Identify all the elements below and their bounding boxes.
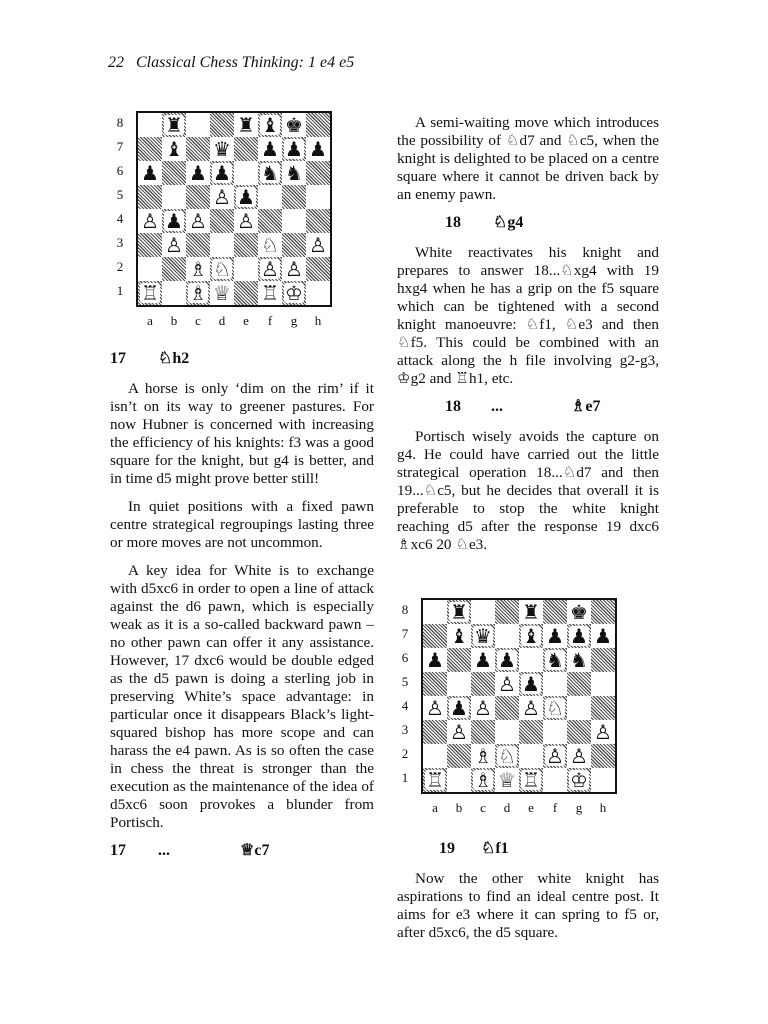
chess-piece: ♙ [546, 744, 564, 768]
chessboard [421, 598, 617, 794]
board-square [495, 648, 519, 672]
board-square [519, 600, 543, 624]
file-label: g [575, 800, 583, 815]
move-number: 17 [110, 350, 126, 367]
board-square [543, 672, 567, 696]
chess-piece: ♙ [498, 672, 516, 696]
board-square [306, 113, 330, 137]
board-square [162, 185, 186, 209]
page-number: 22 [108, 54, 124, 71]
board-square [423, 648, 447, 672]
chess-piece: ♙ [426, 696, 444, 720]
chess-diagram-1 [114, 111, 354, 331]
board-square [495, 600, 519, 624]
board-square [186, 161, 210, 185]
board-square [423, 624, 447, 648]
rank-label: 2 [401, 746, 409, 761]
board-square [138, 257, 162, 281]
rank-label: 6 [401, 650, 409, 665]
board-square [567, 600, 591, 624]
board-square [234, 209, 258, 233]
board-square [591, 696, 615, 720]
chess-piece: ♚ [570, 600, 588, 624]
running-header [108, 54, 354, 72]
rank-label: 3 [401, 722, 409, 737]
file-label: b [170, 313, 178, 328]
paragraph: A key idea for White is to exchange with d5xc6 in order to open a line of attack against the d6 pawn, which is especially weak as it is a so-called backward pawn – no other pawn can offer it any assistance. However, 17 dxc6 would be double edged as the d5 pawn is doing a sterling job in preserving White’s space advantage: in particular once it disappears Black’s light-squared bishop has more scope and can harass the e4 pawn. As is so often the case in chess the threat is stronger than the execution as the maintenance of the idea of d5xc6 soon provokes a blunder from Portisch. [110, 562, 374, 831]
board-square [138, 185, 162, 209]
rank-label: 8 [116, 115, 124, 130]
chess-piece: ♛ [474, 624, 492, 648]
chess-piece: ♗ [189, 281, 207, 305]
chess-piece: ♖ [426, 768, 444, 792]
board-square [423, 768, 447, 792]
move-heading [110, 842, 374, 860]
board-square [258, 161, 282, 185]
board-square [210, 137, 234, 161]
board-square [471, 744, 495, 768]
board-square [210, 209, 234, 233]
chess-diagram-2 [399, 598, 639, 818]
board-square [423, 720, 447, 744]
board-square [186, 113, 210, 137]
board-square [591, 648, 615, 672]
chess-piece: ♟ [546, 624, 564, 648]
board-square [543, 720, 567, 744]
board-square [471, 768, 495, 792]
chess-piece: ♘ [213, 257, 231, 281]
chess-piece: ♙ [570, 744, 588, 768]
file-label: g [290, 313, 298, 328]
board-square [138, 281, 162, 305]
paragraph: A horse is only ‘dim on the rim’ if it isn’t on its way to greener pastures. For now Hubner is concerned with increasing the efficiency of his knights: f3 was a good square for the knight, but g4 is better, and in time d5 might prove better still! [110, 380, 374, 487]
board-square [567, 624, 591, 648]
rank-label: 2 [116, 259, 124, 274]
board-square [186, 281, 210, 305]
right-column [397, 114, 659, 564]
chess-piece: ♙ [213, 185, 231, 209]
board-square [495, 744, 519, 768]
chess-piece: ♞ [285, 161, 303, 185]
chess-piece: ♔ [285, 281, 303, 305]
board-square [210, 257, 234, 281]
move-dots: ... [158, 842, 170, 859]
file-label: a [432, 800, 438, 815]
chess-piece: ♙ [594, 720, 612, 744]
board-square [234, 185, 258, 209]
book-title: Classical Chess Thinking: 1 e4 e5 [136, 54, 355, 71]
board-square [210, 233, 234, 257]
move-heading [397, 840, 659, 858]
board-square [258, 185, 282, 209]
chess-piece: ♗ [474, 744, 492, 768]
board-square [258, 209, 282, 233]
chess-piece: ♟ [450, 696, 468, 720]
board-square [162, 113, 186, 137]
chess-piece: ♙ [474, 696, 492, 720]
board-square [306, 257, 330, 281]
chess-piece: ♙ [189, 209, 207, 233]
chess-piece: ♙ [237, 209, 255, 233]
rank-label: 7 [116, 139, 124, 154]
chess-piece: ♞ [261, 161, 279, 185]
rank-label: 1 [116, 283, 124, 298]
move-heading [397, 214, 659, 232]
board-square [282, 185, 306, 209]
move-number: 19 [439, 840, 455, 857]
chess-piece: ♝ [261, 113, 279, 137]
board-square [162, 233, 186, 257]
board-square [447, 744, 471, 768]
move-san: ♕c7 [240, 842, 270, 859]
file-labels [138, 313, 330, 329]
board-square [567, 720, 591, 744]
board-square [591, 600, 615, 624]
board-square [519, 672, 543, 696]
board-square [567, 672, 591, 696]
board-square [138, 113, 162, 137]
board-square [186, 137, 210, 161]
board-square [162, 281, 186, 305]
chess-piece: ♝ [450, 624, 468, 648]
chess-piece: ♙ [522, 696, 540, 720]
chess-piece: ♙ [285, 257, 303, 281]
board-square [471, 720, 495, 744]
board-square [186, 185, 210, 209]
move-dots: ... [491, 398, 503, 415]
move-number: 17 [110, 842, 126, 859]
paragraph: Now the other white knight has aspirations to find an ideal centre post. It aims for e3 where it can spring to f5 or, after d5xc6, the d5 square. [397, 870, 659, 941]
file-label: h [599, 800, 607, 815]
board-square [138, 233, 162, 257]
board-square [471, 600, 495, 624]
board-square [234, 257, 258, 281]
board-square [162, 137, 186, 161]
chess-piece: ♝ [165, 137, 183, 161]
file-label: d [503, 800, 511, 815]
board-square [282, 161, 306, 185]
board-square [423, 600, 447, 624]
chessboard [136, 111, 332, 307]
chess-piece: ♟ [309, 137, 327, 161]
board-square [282, 257, 306, 281]
board-square [471, 624, 495, 648]
board-square [447, 624, 471, 648]
board-square [162, 257, 186, 281]
board-square [306, 209, 330, 233]
board-square [282, 137, 306, 161]
chess-piece: ♟ [285, 137, 303, 161]
board-square [162, 161, 186, 185]
board-square [591, 768, 615, 792]
move-heading [397, 398, 659, 416]
rank-label: 5 [116, 187, 124, 202]
board-square [543, 648, 567, 672]
board-square [234, 113, 258, 137]
board-square [591, 720, 615, 744]
file-label: a [147, 313, 153, 328]
chess-piece: ♟ [498, 648, 516, 672]
rank-label: 4 [401, 698, 409, 713]
file-label: e [528, 800, 534, 815]
chess-piece: ♘ [546, 696, 564, 720]
file-label: d [218, 313, 226, 328]
chess-piece: ♟ [522, 672, 540, 696]
board-square [591, 672, 615, 696]
board-square [138, 161, 162, 185]
chess-piece: ♘ [498, 744, 516, 768]
board-square [447, 672, 471, 696]
chess-piece: ♔ [570, 768, 588, 792]
board-square [519, 696, 543, 720]
board-square [543, 600, 567, 624]
chess-piece: ♟ [165, 209, 183, 233]
board-square [282, 281, 306, 305]
board-square [519, 648, 543, 672]
chess-piece: ♕ [213, 281, 231, 305]
board-square [282, 233, 306, 257]
file-label: f [267, 313, 273, 328]
board-square [306, 161, 330, 185]
chess-piece: ♙ [141, 209, 159, 233]
paragraph: Portisch wisely avoids the capture on g4. He could have carried out the little strategical operation 18...♘d7 and then 19...♘c5, but he decides that overall it is preferable to stop the white knight reaching d5 after the response 19 dxc6 ♗xc6 20 ♘e3. [397, 428, 659, 553]
board-square [543, 696, 567, 720]
chess-piece: ♛ [213, 137, 231, 161]
board-square [447, 648, 471, 672]
file-label: b [455, 800, 463, 815]
move-san: ♘g4 [493, 214, 524, 231]
board-square [258, 233, 282, 257]
board-square [186, 257, 210, 281]
left-column [110, 350, 374, 872]
board-square [138, 137, 162, 161]
rank-label: 7 [401, 626, 409, 641]
chess-piece: ♜ [237, 113, 255, 137]
board-square [495, 720, 519, 744]
board-square [234, 137, 258, 161]
chess-piece: ♖ [522, 768, 540, 792]
board-square [471, 696, 495, 720]
board-square [306, 281, 330, 305]
move-number: 18 [445, 398, 461, 415]
board-square [447, 768, 471, 792]
board-square [423, 744, 447, 768]
rank-label: 1 [401, 770, 409, 785]
board-square [138, 209, 162, 233]
chess-piece: ♝ [522, 624, 540, 648]
board-square [519, 720, 543, 744]
chess-piece: ♟ [141, 161, 159, 185]
right-column-lower [397, 836, 659, 952]
move-san: ♗e7 [571, 398, 601, 415]
board-square [423, 696, 447, 720]
rank-label: 5 [401, 674, 409, 689]
chess-piece: ♞ [570, 648, 588, 672]
board-square [210, 281, 234, 305]
board-square [591, 744, 615, 768]
board-square [423, 672, 447, 696]
board-square [471, 648, 495, 672]
chess-piece: ♙ [261, 257, 279, 281]
chess-piece: ♕ [498, 768, 516, 792]
chess-piece: ♜ [165, 113, 183, 137]
board-square [543, 768, 567, 792]
chess-piece: ♟ [237, 185, 255, 209]
board-square [495, 672, 519, 696]
board-square [282, 209, 306, 233]
board-square [447, 696, 471, 720]
board-square [210, 113, 234, 137]
board-square [567, 696, 591, 720]
board-square [567, 744, 591, 768]
chess-piece: ♙ [309, 233, 327, 257]
chess-piece: ♟ [570, 624, 588, 648]
chess-piece: ♖ [141, 281, 159, 305]
move-heading [110, 350, 374, 368]
chess-piece: ♟ [189, 161, 207, 185]
board-square [210, 185, 234, 209]
board-square [282, 113, 306, 137]
chess-piece: ♞ [546, 648, 564, 672]
chess-piece: ♟ [426, 648, 444, 672]
rank-label: 6 [116, 163, 124, 178]
chess-piece: ♗ [189, 257, 207, 281]
chess-piece: ♜ [450, 600, 468, 624]
board-square [591, 624, 615, 648]
chess-piece: ♙ [450, 720, 468, 744]
chess-piece: ♟ [213, 161, 231, 185]
paragraph: A semi-waiting move which introduces the possibility of ♘d7 and ♘c5, when the knight is delighted to be placed on a centre square where it cannot be driven back by an enemy pawn. [397, 114, 659, 203]
file-label: h [314, 313, 322, 328]
paragraph: In quiet positions with a fixed pawn centre strategical regroupings lasting three or more moves are not uncommon. [110, 498, 374, 551]
board-square [306, 185, 330, 209]
board-square [519, 624, 543, 648]
rank-label: 3 [116, 235, 124, 250]
chess-piece: ♜ [522, 600, 540, 624]
chess-piece: ♗ [474, 768, 492, 792]
board-square [567, 768, 591, 792]
board-square [447, 600, 471, 624]
board-square [495, 768, 519, 792]
board-square [447, 720, 471, 744]
board-square [495, 624, 519, 648]
move-number: 18 [445, 214, 461, 231]
chess-piece: ♟ [594, 624, 612, 648]
board-square [186, 233, 210, 257]
chess-piece: ♚ [285, 113, 303, 137]
file-label: e [243, 313, 249, 328]
chess-piece: ♖ [261, 281, 279, 305]
board-square [162, 209, 186, 233]
board-square [234, 161, 258, 185]
board-square [495, 696, 519, 720]
board-square [306, 137, 330, 161]
chess-piece: ♟ [474, 648, 492, 672]
board-square [519, 768, 543, 792]
paragraph: White reactivates his knight and prepares to answer 18...♘xg4 with 19 hxg4 when he has a grip on the f5 square which can be tightened with a second knight manoeuvre: ♘f1, ♘e3 and then ♘f5. This could be combined with an attack along the h file involving g2-g3, ♔g2 and ♖h1, etc. [397, 244, 659, 387]
board-square [210, 161, 234, 185]
board-square [258, 137, 282, 161]
board-square [543, 744, 567, 768]
rank-label: 8 [401, 602, 409, 617]
board-square [543, 624, 567, 648]
file-labels [423, 800, 615, 816]
file-label: c [480, 800, 486, 815]
board-square [519, 744, 543, 768]
chess-piece: ♙ [165, 233, 183, 257]
board-square [186, 209, 210, 233]
board-square [234, 281, 258, 305]
board-square [471, 672, 495, 696]
board-square [234, 233, 258, 257]
file-label: f [552, 800, 558, 815]
chess-piece: ♟ [261, 137, 279, 161]
move-san: ♘h2 [158, 350, 190, 367]
chess-piece: ♘ [261, 233, 279, 257]
board-square [258, 281, 282, 305]
rank-label: 4 [116, 211, 124, 226]
board-square [567, 648, 591, 672]
board-square [258, 113, 282, 137]
file-label: c [195, 313, 201, 328]
board-square [258, 257, 282, 281]
board-square [306, 233, 330, 257]
move-san: ♘f1 [481, 840, 509, 857]
